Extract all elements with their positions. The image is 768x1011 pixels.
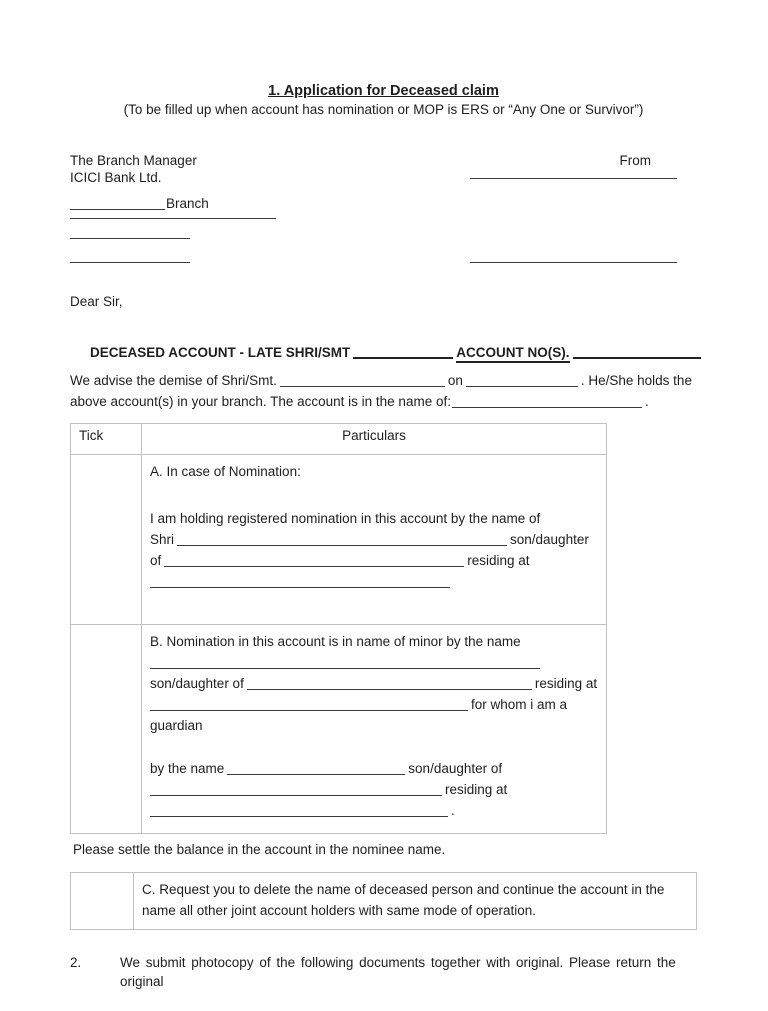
blank-address-line-2 (70, 238, 190, 239)
intro-text-1c: . He/She holds the (580, 373, 692, 388)
section-b-line-2 (150, 673, 598, 694)
section-b-line-6 (150, 779, 598, 800)
blank-nominee-address (150, 575, 450, 588)
intro-paragraph (70, 371, 697, 412)
section-b-residing-label: residing at (534, 676, 598, 691)
section-a-residing-label: residing at (467, 553, 530, 568)
section-a-row (71, 455, 607, 625)
section-b-residing-label-2: residing at (445, 782, 508, 797)
intro-text-1a: We advise the demise of Shri/Smt. (70, 373, 277, 388)
intro-text-2a: above account(s) in your branch. The account is in the name of: (70, 393, 451, 409)
blank-minor-parent-name (247, 677, 532, 690)
section-b-cell (142, 625, 607, 834)
blank-deceased-person-name (280, 374, 445, 387)
blank-sender-line-2 (470, 262, 677, 263)
particulars-column-header: Particulars (142, 424, 607, 455)
spacer (150, 482, 598, 508)
page-title: 1. Application for Deceased claim (268, 83, 499, 99)
tick-column-header: Tick (71, 424, 142, 455)
blank-account-numbers (573, 345, 701, 359)
blank-guardian-parent-name (150, 783, 442, 796)
branch-label: Branch (166, 196, 209, 211)
blank-date-of-demise (466, 374, 578, 387)
intro-text-2b: . (644, 393, 649, 409)
particulars-table (70, 423, 607, 834)
section-b-son-daughter-label: son/daughter of (150, 676, 244, 691)
branch-name-row (70, 195, 470, 212)
address-section (70, 152, 697, 263)
section-b-period: . (451, 803, 455, 818)
section-b-tick-cell (71, 625, 142, 834)
subject-text-1: DECEASED ACCOUNT - LATE SHRI/SMT (90, 345, 351, 360)
section-a-line-4 (150, 571, 598, 592)
intro-line-1 (70, 371, 697, 392)
blank-branch-name (70, 197, 165, 210)
from-label: From (619, 153, 651, 168)
section-a-son-daughter-label: son/daughter (510, 532, 589, 547)
section-c-text: C. Request you to delete the name of deceased person and continue the account in the name all other joint account holders with same mode of operation. (134, 873, 697, 930)
section-b-title: B. Nomination in this account is in name of minor by the name (150, 634, 521, 649)
section-b-row (71, 625, 607, 834)
section-c-tick-cell (71, 873, 134, 930)
section-a-shri-label: Shri (150, 532, 175, 547)
subject-text-2: ACCOUNT NO(S). (456, 345, 569, 363)
section-b-line-5 (150, 758, 598, 779)
sender-block (470, 152, 677, 263)
blank-nominee-name (177, 533, 507, 546)
item-2 (70, 953, 697, 991)
section-b-line-7 (150, 800, 598, 821)
blank-nominee-parent-name (164, 554, 464, 567)
page-subtitle: (To be filled up when account has nomination or MOP is ERS or “Any One or Survivor”) (123, 102, 644, 117)
section-a-line-3 (150, 550, 598, 571)
section-a-line-2 (150, 529, 598, 550)
section-a-line-1: I am holding registered nomination in this account by the name of (150, 511, 541, 526)
blank-deceased-name (353, 345, 453, 359)
table-header-row (71, 424, 607, 455)
settle-balance-note: Please settle the balance in the account in the nominee name. (73, 842, 446, 857)
item-2-number: 2. (70, 955, 82, 970)
blank-account-holder-name (452, 395, 642, 408)
intro-line-2 (70, 392, 697, 413)
item-2-text: We submit photocopy of the following documents together with original. Please return the original (120, 955, 676, 989)
intro-text-1b: on (447, 373, 463, 388)
section-b-son-daughter-label-2: son/daughter of (408, 761, 503, 776)
blank-minor-name (150, 656, 540, 669)
section-a-of-label: of (150, 553, 162, 568)
blank-address-line-3 (70, 262, 190, 263)
blank-guardian-address (150, 804, 448, 817)
section-b-line-4: guardian (150, 718, 203, 733)
subject-line (70, 344, 697, 361)
blank-guardian-name (227, 762, 405, 775)
section-b-line-1 (150, 652, 598, 673)
addressee-line-bank-name: ICICI Bank Ltd. (70, 170, 162, 185)
blank-minor-address (150, 698, 468, 711)
section-c-box (70, 872, 697, 930)
blank-address-line-1 (70, 218, 276, 219)
spacer (150, 736, 598, 758)
section-c-row (71, 873, 697, 930)
section-b-line-3 (150, 694, 598, 715)
salutation: Dear Sir, (70, 294, 123, 309)
section-a-title: A. In case of Nomination: (150, 464, 301, 479)
section-a-cell (142, 455, 607, 625)
addressee-block (70, 152, 470, 263)
section-b-by-the-name-label: by the name (150, 761, 225, 776)
section-b-guardian-phrase: for whom i am a (471, 697, 568, 712)
section-a-tick-cell (71, 455, 142, 625)
blank-sender-line-1 (470, 178, 677, 179)
addressee-line-branch-manager: The Branch Manager (70, 153, 197, 168)
